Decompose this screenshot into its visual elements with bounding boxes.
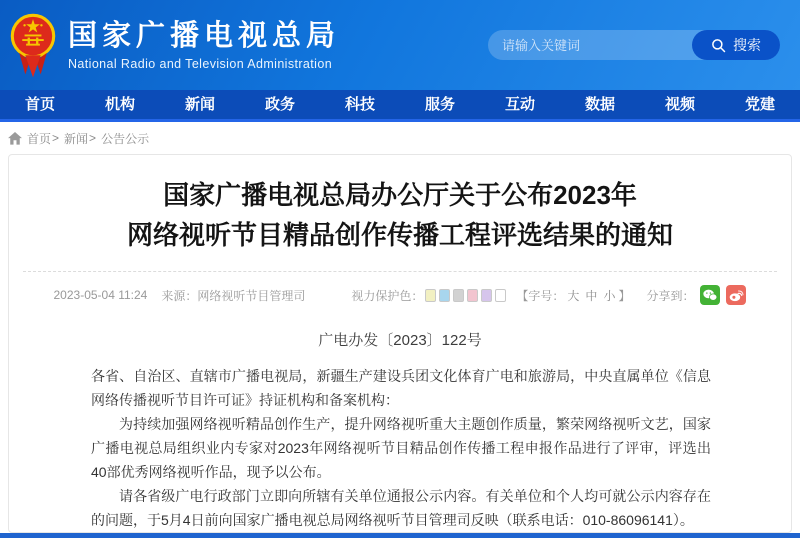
font-size-suffix: 】 xyxy=(618,288,631,303)
eye-protect-swatch-yellow[interactable] xyxy=(425,289,436,302)
article-paragraph: 请各省级广电行政部门立即向所辖有关单位通报公示内容。有关单位和个人均可就公示内容存在的问题，于5月4日前向国家广播电视总局网络视听节目管理司反映（联系电话：010-86096141）。 xyxy=(91,488,711,528)
breadcrumb-home[interactable]: 首页 xyxy=(27,131,52,146)
search-icon xyxy=(711,38,726,53)
main-nav xyxy=(0,90,800,122)
breadcrumb-announcements[interactable]: 公告公示 xyxy=(101,131,150,146)
nav-item-services[interactable]: 服务 xyxy=(424,96,455,113)
eye-protect-swatch-purple[interactable] xyxy=(481,289,492,302)
nav-item-party-building[interactable]: 党建 xyxy=(744,96,775,113)
article-paragraph: 各省、自治区、直辖市广播电视局，新疆生产建设兵团文化体育广电和旅游局，中央直属单位《信息网络传播视听节目许可证》持证机构和备案机构： xyxy=(91,368,711,408)
title-divider xyxy=(23,271,777,272)
nav-item-orgs[interactable]: 机构 xyxy=(104,96,135,113)
font-size-large[interactable]: 大 xyxy=(567,288,580,303)
nav-item-news[interactable]: 新闻 xyxy=(184,96,215,113)
eye-protect-swatch-gray[interactable] xyxy=(453,289,464,302)
article-meta-bar xyxy=(9,285,791,305)
breadcrumb-separator: > xyxy=(89,131,97,145)
search-button[interactable] xyxy=(692,30,780,60)
eye-protect-swatch-pink[interactable] xyxy=(467,289,478,302)
article-source: 来源：网络视听节目管理司 xyxy=(161,288,306,303)
eye-protect-swatch-white[interactable] xyxy=(495,289,506,302)
site-header xyxy=(0,0,800,90)
wechat-icon xyxy=(703,289,717,301)
article-paragraph: 为持续加强网络视听精品创作生产，提升网络视听重大主题创作质量，繁荣网络视听文艺，国家广播电视总局组织业内专家对2023年网络视听节目精品创作传播工程申报作品进行了评审，评选出40部优秀网络视听作品，现予以公布。 xyxy=(91,416,711,480)
search-bar xyxy=(488,30,780,60)
search-button-label: 搜索 xyxy=(733,37,761,53)
site-subtitle: National Radio and Television Administration xyxy=(68,57,333,71)
eye-protect-swatches xyxy=(425,289,506,302)
document-number: 广电办发〔2023〕122号 xyxy=(318,332,482,349)
eye-protect-swatch-blue[interactable] xyxy=(439,289,450,302)
footer-strip xyxy=(0,533,800,538)
nav-item-data[interactable]: 数据 xyxy=(584,96,615,113)
eye-protect-label: 视力保护色： xyxy=(351,288,424,303)
site-brand[interactable] xyxy=(10,11,340,79)
publish-date: 2023-05-04 11:24 xyxy=(53,288,148,302)
font-size-small[interactable]: 小 xyxy=(603,288,616,303)
search-input[interactable] xyxy=(488,30,692,60)
article-body xyxy=(9,350,791,532)
site-title: 国家广播电视总局 xyxy=(68,20,341,52)
breadcrumb xyxy=(0,122,800,154)
nav-item-home[interactable]: 首页 xyxy=(24,96,55,113)
font-size-medium[interactable]: 中 xyxy=(585,288,598,303)
nav-item-interaction[interactable]: 互动 xyxy=(504,96,535,113)
home-icon xyxy=(8,132,22,145)
font-size-prefix: 【字号： xyxy=(516,288,565,303)
site-brand-text xyxy=(68,19,340,71)
nav-item-video[interactable]: 视频 xyxy=(664,96,695,113)
article-title-line1: 国家广播电视总局办公厅关于公布2023年 xyxy=(163,180,637,210)
weibo-icon xyxy=(729,289,743,302)
national-emblem-icon xyxy=(10,13,56,79)
article-title xyxy=(9,175,791,255)
share-wechat-button[interactable] xyxy=(700,285,720,305)
article-container xyxy=(8,154,792,533)
share-label: 分享到： xyxy=(646,288,695,303)
breadcrumb-news[interactable]: 新闻 xyxy=(64,131,89,146)
breadcrumb-separator: > xyxy=(52,131,60,145)
share-weibo-button[interactable] xyxy=(726,285,746,305)
article-title-line2: 网络视听节目精品创作传播工程评选结果的通知 xyxy=(126,220,673,250)
nav-item-tech[interactable]: 科技 xyxy=(344,96,375,113)
nav-item-gov-affairs[interactable]: 政务 xyxy=(264,96,295,113)
